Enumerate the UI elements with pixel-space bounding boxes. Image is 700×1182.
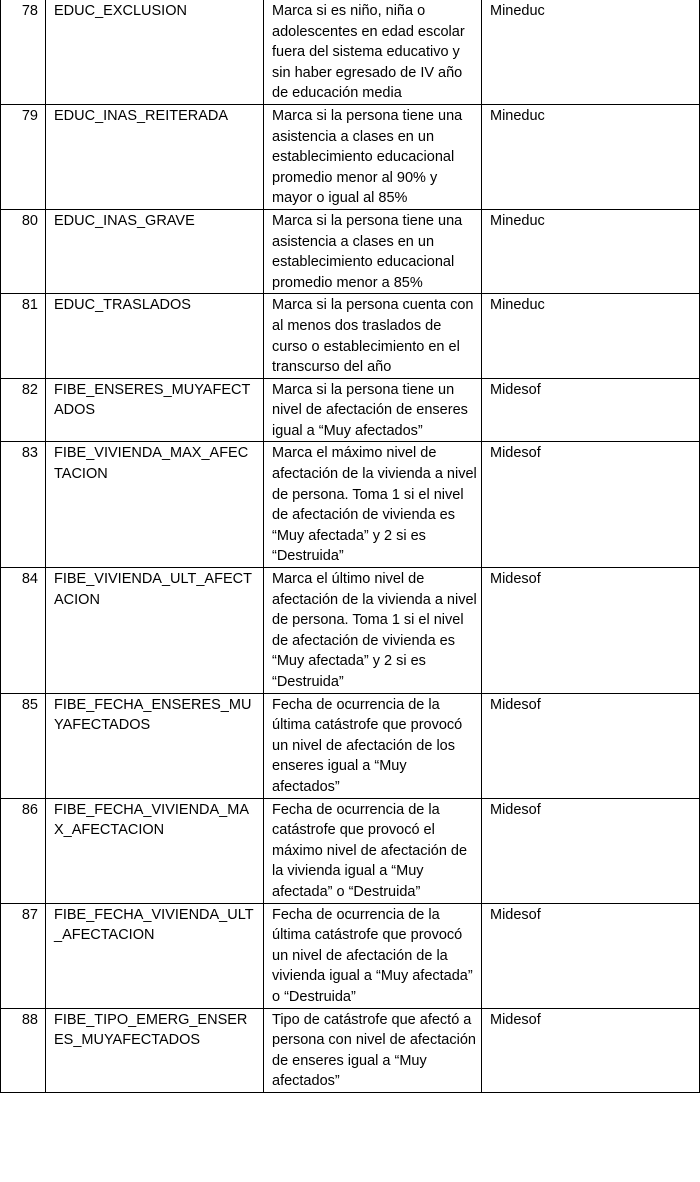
variables-table-body: [1, 0, 700, 1092]
table-row: [1, 903, 700, 1008]
variable-name: FIBE_FECHA_VIVIENDA_MAX_AFECTACION: [46, 798, 264, 903]
table-row: [1, 294, 700, 378]
data-source: Midesof: [482, 693, 700, 798]
row-number: 78: [1, 0, 46, 104]
table-row: [1, 104, 700, 209]
variable-name: FIBE_VIVIENDA_ULT_AFECTACION: [46, 568, 264, 694]
row-number: 80: [1, 209, 46, 293]
table-row: [1, 209, 700, 293]
data-source: Midesof: [482, 798, 700, 903]
data-source: Midesof: [482, 378, 700, 442]
data-source: Mineduc: [482, 0, 700, 104]
variable-description: Marca si la persona tiene un nivel de afectación de enseres igual a “Muy afectados”: [264, 378, 482, 442]
variable-description: Marca si es niño, niña o adolescentes en edad escolar fuera del sistema educativo y sin haber egresado de IV año de educación media: [264, 0, 482, 104]
variable-name: EDUC_INAS_REITERADA: [46, 104, 264, 209]
variable-name: FIBE_ENSERES_MUYAFECTADOS: [46, 378, 264, 442]
variable-description: Marca el máximo nivel de afectación de la vivienda a nivel de persona. Toma 1 si el nivel de afectación de vivienda es “Muy afectada” y 2 si es “Destruida”: [264, 442, 482, 568]
row-number: 83: [1, 442, 46, 568]
row-number: 85: [1, 693, 46, 798]
variable-name: EDUC_INAS_GRAVE: [46, 209, 264, 293]
variable-description: Marca el último nivel de afectación de la vivienda a nivel de persona. Toma 1 si el nivel de afectación de vivienda es “Muy afectada” y 2 si es “Destruida”: [264, 568, 482, 694]
table-row: [1, 0, 700, 104]
variable-description: Marca si la persona tiene una asistencia a clases en un establecimiento educacional promedio menor a 85%: [264, 209, 482, 293]
variable-description: Tipo de catástrofe que afectó a persona con nivel de afectación de enseres igual a “Muy afectados”: [264, 1008, 482, 1092]
row-number: 84: [1, 568, 46, 694]
variable-name: EDUC_EXCLUSION: [46, 0, 264, 104]
table-row: [1, 568, 700, 694]
variable-name: EDUC_TRASLADOS: [46, 294, 264, 378]
variable-description: Marca si la persona cuenta con al menos dos traslados de curso o establecimiento en el transcurso del año: [264, 294, 482, 378]
table-row: [1, 442, 700, 568]
variable-name: FIBE_FECHA_VIVIENDA_ULT_AFECTACION: [46, 903, 264, 1008]
variable-name: FIBE_FECHA_ENSERES_MUYAFECTADOS: [46, 693, 264, 798]
data-source: Mineduc: [482, 294, 700, 378]
table-row: [1, 693, 700, 798]
table-row: [1, 798, 700, 903]
row-number: 79: [1, 104, 46, 209]
variable-description: Fecha de ocurrencia de la última catástrofe que provocó un nivel de afectación de los enseres igual a “Muy afectados”: [264, 693, 482, 798]
variable-description: Fecha de ocurrencia de la última catástrofe que provocó un nivel de afectación de la vivienda igual a “Muy afectada” o “Destruida”: [264, 903, 482, 1008]
table-row: [1, 1008, 700, 1092]
variable-description: Fecha de ocurrencia de la catástrofe que provocó el máximo nivel de afectación de la vivienda igual a “Muy afectada” o “Destruida”: [264, 798, 482, 903]
data-source: Midesof: [482, 903, 700, 1008]
data-source: Mineduc: [482, 104, 700, 209]
table-row: [1, 378, 700, 442]
data-source: Midesof: [482, 1008, 700, 1092]
row-number: 82: [1, 378, 46, 442]
variable-name: FIBE_VIVIENDA_MAX_AFECTACION: [46, 442, 264, 568]
data-source: Midesof: [482, 442, 700, 568]
row-number: 87: [1, 903, 46, 1008]
variable-name: FIBE_TIPO_EMERG_ENSERES_MUYAFECTADOS: [46, 1008, 264, 1092]
data-source: Mineduc: [482, 209, 700, 293]
row-number: 88: [1, 1008, 46, 1092]
variable-description: Marca si la persona tiene una asistencia a clases en un establecimiento educacional promedio menor al 90% y mayor o igual al 85%: [264, 104, 482, 209]
row-number: 86: [1, 798, 46, 903]
row-number: 81: [1, 294, 46, 378]
data-source: Midesof: [482, 568, 700, 694]
